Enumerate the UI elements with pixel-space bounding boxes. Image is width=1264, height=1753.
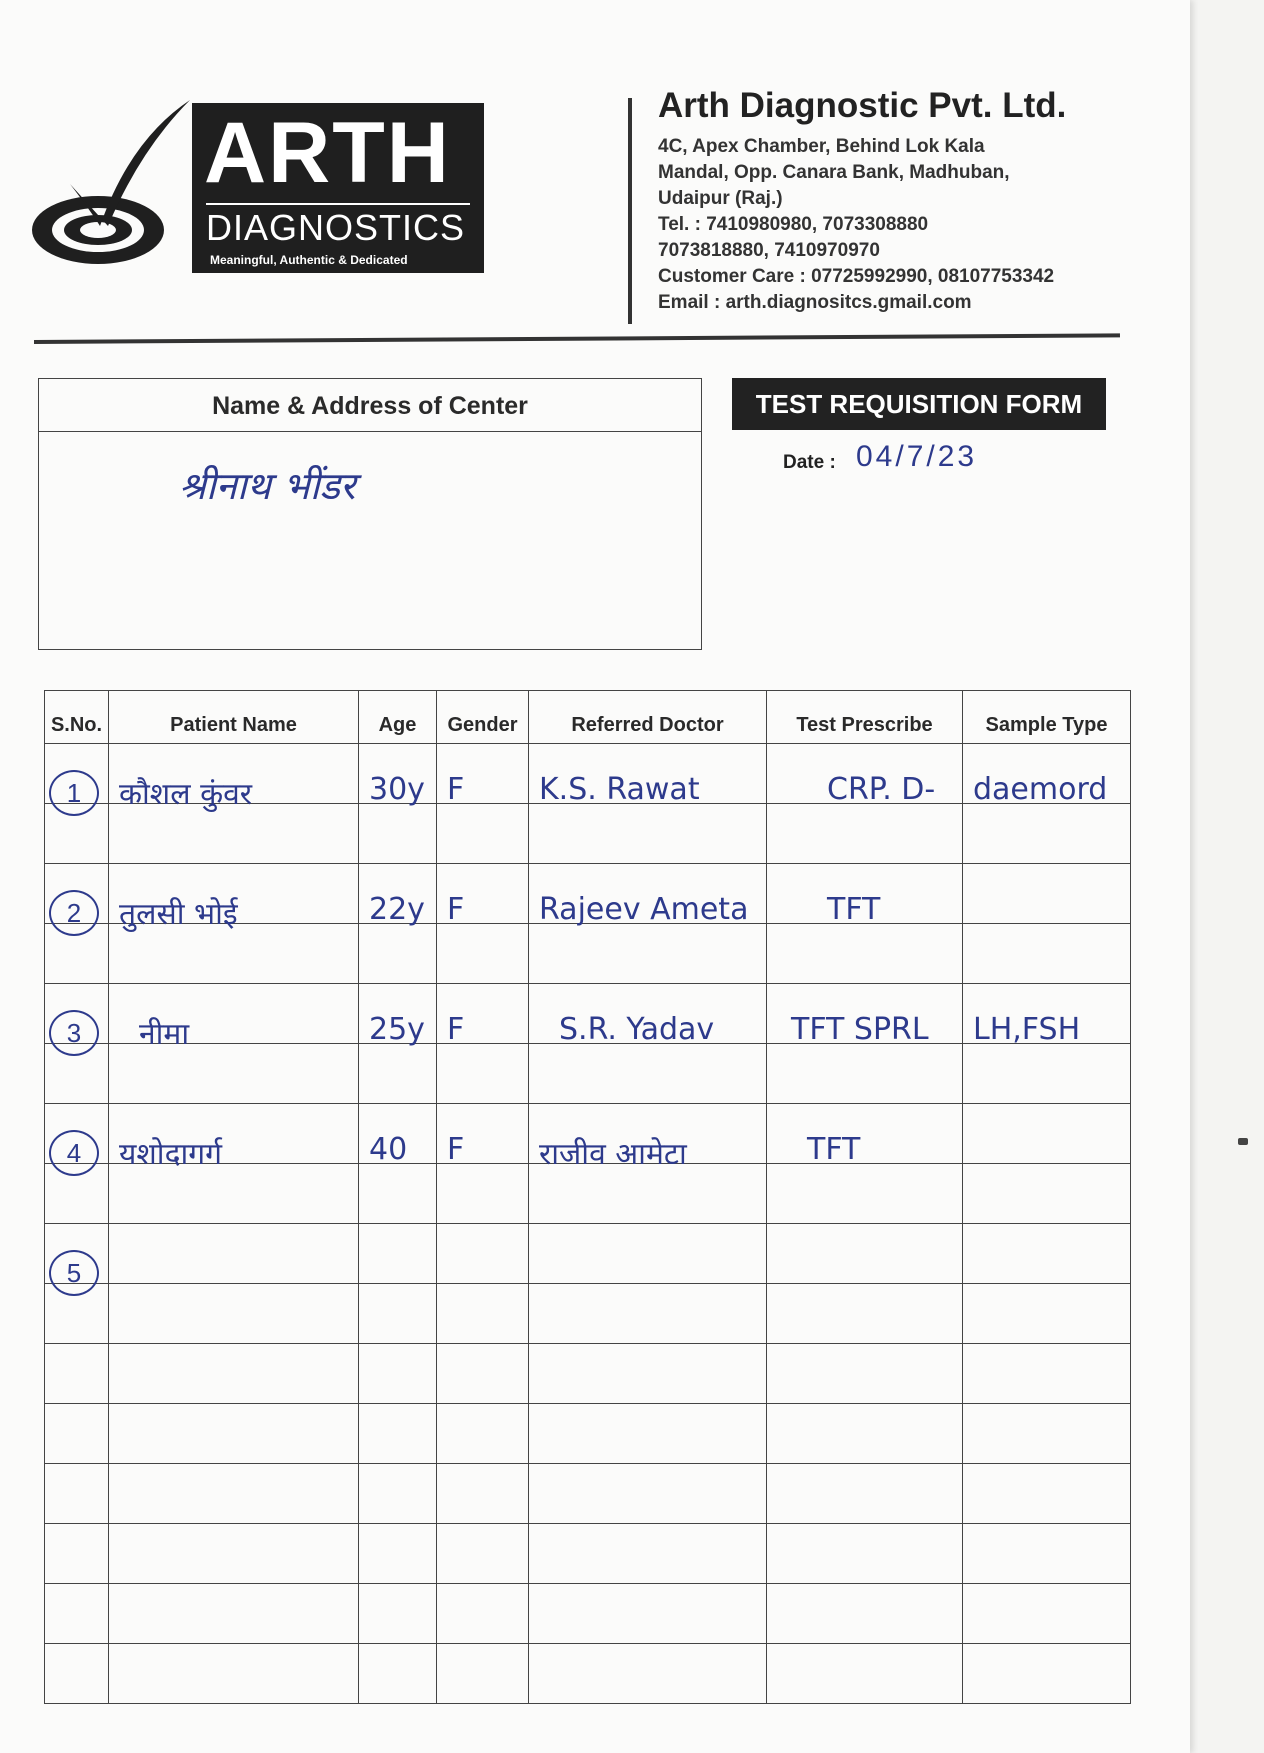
age-cell[interactable]: 40 <box>369 1132 408 1167</box>
col-patient-name: Patient Name <box>109 691 359 744</box>
test-cell[interactable]: TFT <box>807 1132 861 1167</box>
test-cell[interactable]: TFT <box>827 892 881 927</box>
col-age: Age <box>359 691 437 744</box>
logo-wordmark <box>192 103 484 273</box>
patient-name-cell[interactable]: तुलसी भोई <box>119 897 238 932</box>
serial-number: 3 <box>49 1010 99 1056</box>
table-row <box>45 1404 1131 1464</box>
col-test-prescribe: Test Prescribe <box>767 691 963 744</box>
patient-table <box>44 690 1131 1704</box>
phone-line: 7073818880, 7410970970 <box>658 240 880 261</box>
serial-number: 1 <box>49 770 99 816</box>
sample-cell[interactable]: daemord <box>973 772 1108 807</box>
patient-name-cell[interactable]: नीमा <box>139 1017 190 1052</box>
table-row <box>45 804 1131 864</box>
email-line: Email : arth.diagnositcs.gmail.com <box>658 292 972 313</box>
company-info <box>658 86 1138 316</box>
company-name: Arth Diagnostic Pvt. Ltd. <box>658 86 1067 125</box>
header-divider <box>628 98 632 324</box>
phone-line: Tel. : 7410980980, 7073308880 <box>658 214 929 235</box>
table-row <box>45 924 1131 984</box>
date-field[interactable]: 04/7/23 <box>856 440 978 473</box>
gender-cell[interactable]: F <box>447 1132 465 1167</box>
age-cell[interactable]: 22y <box>369 892 425 927</box>
table-row <box>45 1164 1131 1224</box>
test-cell[interactable]: CRP. D- <box>827 772 936 807</box>
table-row <box>45 1044 1131 1104</box>
col-referred-doctor: Referred Doctor <box>529 691 767 744</box>
arth-logo <box>30 100 466 280</box>
gender-cell[interactable]: F <box>447 772 465 807</box>
logo-tagline: Meaningful, Authentic & Dedicated <box>210 253 408 267</box>
doctor-cell[interactable]: S.R. Yadav <box>559 1012 715 1047</box>
logo-subbrand: DIAGNOSTICS <box>206 207 466 248</box>
date-label: Date : <box>783 452 836 473</box>
table-row <box>45 1344 1131 1404</box>
center-heading: Name & Address of Center <box>39 379 701 432</box>
form-title: TEST REQUISITION FORM <box>732 378 1106 430</box>
logo-brand: ARTH <box>204 105 451 201</box>
serial-number: 4 <box>49 1130 99 1176</box>
patient-name-cell[interactable]: कौशल कुंवर <box>119 777 253 812</box>
table-row <box>45 1644 1131 1704</box>
patient-name-cell[interactable]: यशोदागर्ग <box>119 1137 223 1172</box>
test-cell[interactable]: TFT SPRL <box>791 1012 929 1047</box>
gender-cell[interactable]: F <box>447 1012 465 1047</box>
sample-cell[interactable]: LH,FSH <box>973 1012 1081 1047</box>
header-rule <box>34 333 1120 344</box>
logo-divider <box>206 203 470 205</box>
address-line: 4C, Apex Chamber, Behind Lok Kala <box>658 136 985 157</box>
serial-number: 5 <box>49 1250 99 1296</box>
age-cell[interactable]: 30y <box>369 772 425 807</box>
table-row <box>45 1284 1131 1344</box>
table-row <box>45 1464 1131 1524</box>
target-tick-icon <box>30 100 200 280</box>
scan-speck <box>1238 1138 1248 1145</box>
col-sno: S.No. <box>45 691 109 744</box>
table-row <box>45 1584 1131 1644</box>
gender-cell[interactable]: F <box>447 892 465 927</box>
doctor-cell[interactable]: Rajeev Ameta <box>539 892 749 927</box>
table-row <box>45 1524 1131 1584</box>
table-header-row <box>45 691 1131 744</box>
serial-number: 2 <box>49 890 99 936</box>
center-name-field[interactable]: श्रीनाथ भींडर <box>179 464 356 508</box>
col-sample-type: Sample Type <box>963 691 1131 744</box>
address-line: Mandal, Opp. Canara Bank, Madhuban, <box>658 162 1010 183</box>
address-line: Udaipur (Raj.) <box>658 188 783 209</box>
customer-care-line: Customer Care : 07725992990, 08107753342 <box>658 266 1055 287</box>
age-cell[interactable]: 25y <box>369 1012 425 1047</box>
doctor-cell[interactable]: राजीव आमेटा <box>539 1137 687 1172</box>
col-gender: Gender <box>437 691 529 744</box>
center-box <box>38 378 702 650</box>
table-row <box>45 1224 1131 1284</box>
doctor-cell[interactable]: K.S. Rawat <box>539 772 700 807</box>
